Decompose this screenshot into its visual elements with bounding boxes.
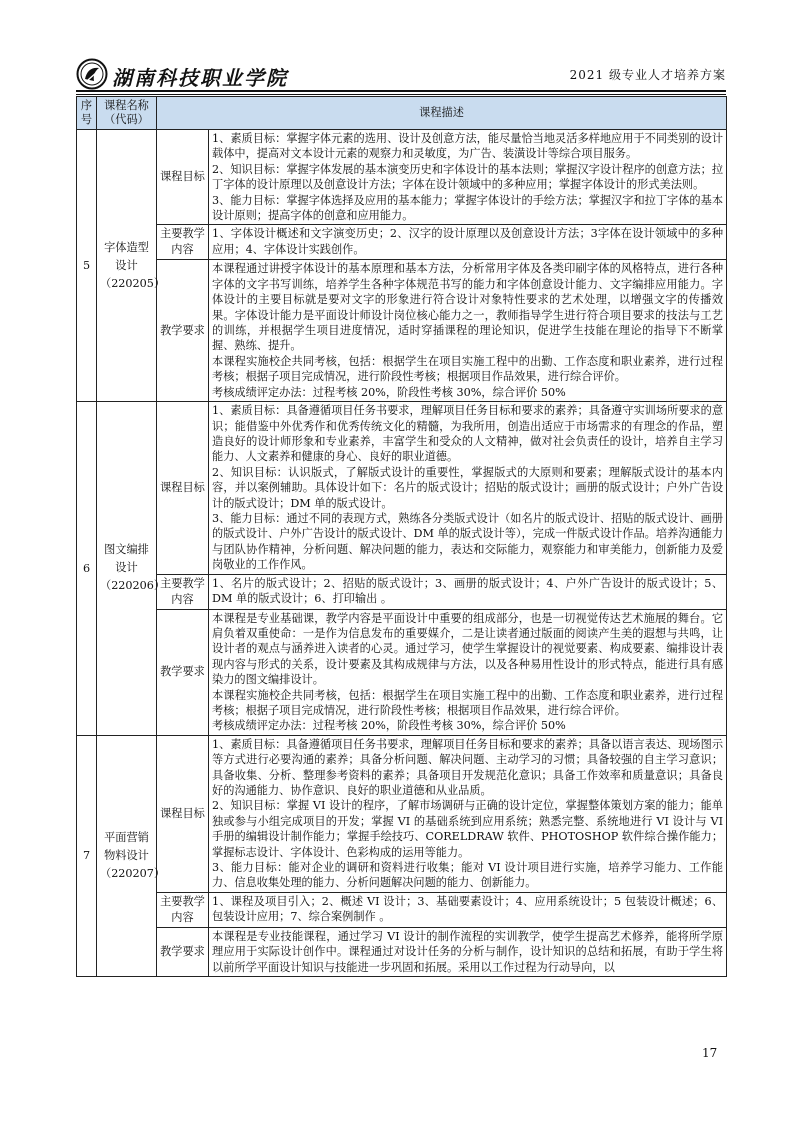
section-description <box>209 892 727 927</box>
table-row <box>77 609 727 735</box>
description-paragraph: 1、素质目标：具备遵循项目任务书要求，理解项目任务目标和要求的素养；具备以语言表达、现场图示等方式进行必要沟通的素养；具备分析问题、解决问题、主动学习的习惯；具备较强的自主学习意识；具备收集、分析、整理参考资料的素养；具备项目开发规范化意识；具备工作效率和质量意识；具备良好的沟通能力、协作意识、良好的职业道德和从业品质。 <box>212 737 724 798</box>
description-paragraph: 考核成绩评定办法：过程考核 20%，阶段性考核 30%，综合评价 50% <box>212 719 566 733</box>
table-row <box>77 574 727 609</box>
section-description <box>209 609 727 735</box>
table-row <box>77 130 727 225</box>
course-number: 6 <box>77 402 97 736</box>
section-label: 主要教学内容 <box>157 225 209 260</box>
description-paragraph: 1、素质目标：掌握字体元素的选用、设计及创意方法，能尽量恰当地灵活多样地应用于不同类别的设计载体中，提高对文本设计元素的观察力和灵敏度，为广告、装潢设计等综合项目服务。 <box>212 132 724 161</box>
section-label: 主要教学内容 <box>157 892 209 927</box>
course-name: 图文编排设计 <box>104 543 149 575</box>
section-description <box>209 735 727 892</box>
course-name-cell <box>97 130 166 402</box>
section-label: 教学要求 <box>157 927 209 976</box>
table-row <box>77 260 727 402</box>
course-code: （220205） <box>100 276 166 290</box>
header-no: 序号 <box>77 97 97 130</box>
plan-title: 2021 级专业人才培养方案 <box>569 68 726 82</box>
course-name-cell <box>97 402 166 736</box>
course-number: 7 <box>77 735 97 976</box>
course-code: （220206） <box>100 579 166 593</box>
description-paragraph: 1、字体设计概述和文字演变历史；2、汉字的设计原理以及创意设计方法；3字体在设计领域中的多种应用；4、字体设计实践创作。 <box>212 227 724 256</box>
course-name: 平面营销物料设计 <box>104 830 149 862</box>
description-paragraph: 本课程是专业基础课，教学内容是平面设计中重要的组成部分，也是一切视觉传达艺术施展的舞台。它肩负着双重使命：一是作为信息发布的重要媒介，二是让读者通过版面的阅读产生美的遐想与共鸣，让设计者的观点与涵养进入读者的心灵。通过学习，使学生掌握设计的视觉要素、构成要素、编排设计表现内容与形式的关系，设计要素及其构成规律与方法，以及各种易用性设计的形式特点，能进行具有感染力的图文编排设计。 <box>212 611 724 687</box>
section-label: 课程目标 <box>157 130 209 225</box>
section-description <box>209 130 727 225</box>
description-paragraph: 3、能力目标：通过不同的表现方式，熟练各分类版式设计（如名片的版式设计、招贴的版式设计、画册的版式设计、户外广告设计的版式设计、DM 单的版式设计等），完成一件版式设计作品。培养沟通能力与团队协作精神，分析问题、解决问题的能力，表达和交际能力，观察能力和审美能力，创新能力及爱岗敬业的工作作风。 <box>212 511 724 572</box>
header-rule <box>76 90 726 92</box>
page-number: 17 <box>702 1046 718 1060</box>
description-paragraph: 2、知识目标：掌握字体发展的基本演变历史和字体设计的基本法则；掌握汉字设计程序的创意方法；拉丁字体的设计原理以及创意设计方法；字体在设计领域中的多种应用；掌握字体设计的形式美法则。 <box>212 162 724 192</box>
course-number: 5 <box>77 130 97 402</box>
description-paragraph: 1、名片的版式设计；2、招贴的版式设计；3、画册的版式设计；4、户外广告设计的版式设计；5、DM 单的版式设计；6、打印输出 。 <box>212 576 724 605</box>
course-name-cell <box>97 735 166 976</box>
section-label: 教学要求 <box>157 260 209 402</box>
description-paragraph: 1、课程及项目引入；2、概述 VI 设计；3、基础要素设计；4、应用系统设计；5 包装设计概述；6、包装设计应用；7、综合案例制作 。 <box>212 894 724 924</box>
section-label: 课程目标 <box>157 735 209 892</box>
description-paragraph: 本课程是专业技能课程，通过学习 VI 设计的制作流程的实训教学，使学生提高艺术修养，能将所学原理应用于实际设计创作中。课程通过对设计任务的分析与制作，设计知识的总结和拓展，有助于学生将以前所学平面设计知识与技能进一步巩固和拓展。采用以工作过程为行动导向，以 <box>212 929 724 974</box>
table-row <box>77 735 727 892</box>
section-description <box>209 402 727 574</box>
section-description <box>209 574 727 609</box>
description-paragraph: 1、素质目标：具备遵循项目任务书要求，理解项目任务目标和要求的素养；具备遵守实训场所要求的意识；能借鉴中外优秀作和优秀传统文化的精髓，为我所用，创造出适应于市场需求的有理念的作品，塑造良好的设计师形象和专业素养，丰富学生和受众的人文精神，做对社会负责任的设计，培养自主学习能力、人文素养和健康的身心、良好的职业道德。 <box>212 404 724 464</box>
course-code: （220207） <box>100 866 166 880</box>
description-paragraph: 本课程实施校企共同考核，包括：根据学生在项目实施工程中的出勤、工作态度和职业素养，进行过程考核；根据子项目完成情况，进行阶段性考核；根据项目作品效果，进行综合评价。 <box>212 688 724 717</box>
description-paragraph: 2、知识目标：认识版式，了解版式设计的重要性，掌握版式的大原则和要素；理解版式设计的基本内容，并以案例辅助。具体设计如下：名片的版式设计；招贴的版式设计；画册的版式设计；户外广告设计的版式设计；DM 单的版式设计。 <box>212 465 724 510</box>
header-rule-thin <box>76 94 726 95</box>
section-description <box>209 260 727 402</box>
header-course: 课程名称（代码） <box>97 97 157 130</box>
section-description <box>209 225 727 260</box>
course-name: 字体造型设计 <box>104 240 149 272</box>
course-table <box>76 96 727 977</box>
section-label: 主要教学内容 <box>157 574 209 609</box>
page-header <box>76 56 726 94</box>
school-logo-icon <box>76 58 108 90</box>
table-row <box>77 402 727 574</box>
course-table-body <box>77 130 727 977</box>
header-desc: 课程描述 <box>157 97 727 130</box>
table-row <box>77 225 727 260</box>
description-paragraph: 3、能力目标：掌握字体选择及应用的基本能力；掌握字体设计的手绘方法；掌握汉字和拉丁字体的基本设计原则；提高字体的创意和应用能力。 <box>212 193 724 223</box>
description-paragraph: 本课程通过讲授字体设计的基本原理和基本方法，分析常用字体及各类印刷字体的风格特点，进行各种字体的文字书写训练，培养学生各种字体规范书写的能力和字体创意设计能力、文字编排应用能力。字体设计的主要目标就是要对文字的形象进行符合设计对象特性要求的艺术处理，以增强文字的传播效果。字体设计能力是平面设计师设计岗位核心能力之一，教师指导学生进行符合项目要求的技法与工艺的训练，并根据学生项目进度情况，适时穿插课程的理论知识，促进学生技能在理论的指导下不断掌握、熟练、提升。 <box>212 262 724 353</box>
description-paragraph: 本课程实施校企共同考核，包括：根据学生在项目实施工程中的出勤、工作态度和职业素养，进行过程考核；根据子项目完成情况，进行阶段性考核；根据项目作品效果，进行综合评价。 <box>212 354 724 384</box>
section-description <box>209 927 727 976</box>
school-name: 湖南科技职业学院 <box>112 66 288 90</box>
table-header-row <box>77 97 727 130</box>
section-label: 课程目标 <box>157 402 209 574</box>
description-paragraph: 考核成绩评定办法：过程考核 20%，阶段性考核 30%，综合评价 50% <box>212 385 566 399</box>
section-label: 教学要求 <box>157 609 209 735</box>
description-paragraph: 2、知识目标：掌握 VI 设计的程序，了解市场调研与正确的设计定位，掌握整体策划方案的能力；能单独或参与小组完成项目的开发；掌握 VI 的基础系统到应用系统；熟悉完整、系统地进行 VI 设计与 VI 手册的编辑设计制作能力；掌握手绘技巧、CORELDRAW 软件、PHOTOSHOP 软件综合操作能力；掌握标志设计、字体设计、色彩构成的运用等能力。 <box>212 799 724 859</box>
table-row <box>77 892 727 927</box>
table-row <box>77 927 727 976</box>
description-paragraph: 3、能力目标：能对企业的调研和资料进行收集；能对 VI 设计项目进行实施，培养学习能力、工作能力、信息收集处理的能力、分析问题解决问题的能力、创新能力。 <box>212 861 724 890</box>
